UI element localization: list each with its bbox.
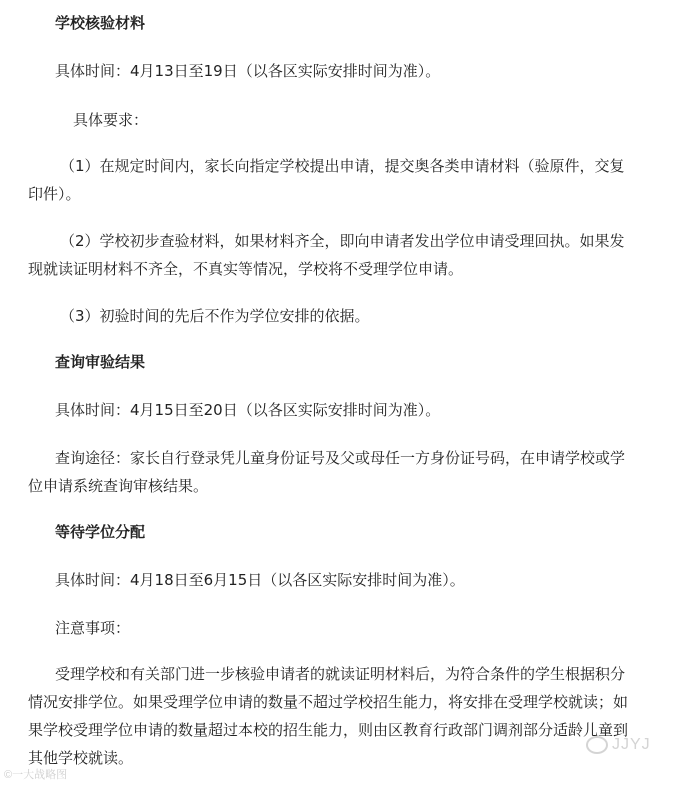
watermark-right xyxy=(586,736,651,754)
watermark-left: ©一大战略图 xyxy=(4,769,68,781)
paragraph-notes-label: 注意事项： xyxy=(55,619,131,637)
paragraph-item1-line2: 印件）。 xyxy=(28,185,81,203)
paragraph-query-way-line1: 查询途径：家长自行登录凭儿童身份证号及父或母任一方身份证号码，在申请学校或学 xyxy=(55,449,626,467)
paragraph-notes-line1: 受理学校和有关部门进一步核验申请者的就读证明材料后，为符合条件的学生根据积分 xyxy=(55,665,626,683)
paragraph-requirements-label: 具体要求： xyxy=(73,111,149,129)
paragraph-notes-line3: 果学校受理学位申请的数量超过本校的招生能力，则由区教育行政部门调剂部分适龄儿童到 xyxy=(28,721,629,739)
heading-school-verify: 学校核验材料 xyxy=(55,14,146,32)
watermark-right-text: JJYJ xyxy=(612,736,651,754)
paragraph-item3: （3）初验时间的先后不作为学位安排的依据。 xyxy=(60,307,370,325)
paragraph-notes-line2: 情况安排学位。如果受理学位申请的数量不超过学校招生能力，将安排在受理学校就读；如 xyxy=(28,693,629,711)
heading-query-result: 查询审验结果 xyxy=(55,353,146,371)
paragraph-notes-line4: 其他学校就读。 xyxy=(28,749,134,767)
paragraph-item2-line1: （2）学校初步查验材料，如果材料齐全，即向申请者发出学位申请受理回执。如果发 xyxy=(60,232,625,250)
paragraph-time-1: 具体时间：4月13日至19日（以各区实际安排时间为准）。 xyxy=(55,62,441,80)
paragraph-time-3: 具体时间：4月18日至6月15日（以各区实际安排时间为准）。 xyxy=(55,571,465,589)
heading-wait-allocation: 等待学位分配 xyxy=(55,523,146,541)
paragraph-query-way-line2: 位申请系统查询审核结果。 xyxy=(28,477,209,495)
paragraph-item2-line2: 现就读证明材料不齐全，不真实等情况，学校将不受理学位申请。 xyxy=(28,260,464,278)
paragraph-time-2: 具体时间：4月15日至20日（以各区实际安排时间为准）。 xyxy=(55,401,441,419)
paragraph-item1-line1: （1）在规定时间内，家长向指定学校提出申请，提交奥各类申请材料（验原件，交复 xyxy=(60,157,625,175)
wechat-icon xyxy=(586,736,608,754)
